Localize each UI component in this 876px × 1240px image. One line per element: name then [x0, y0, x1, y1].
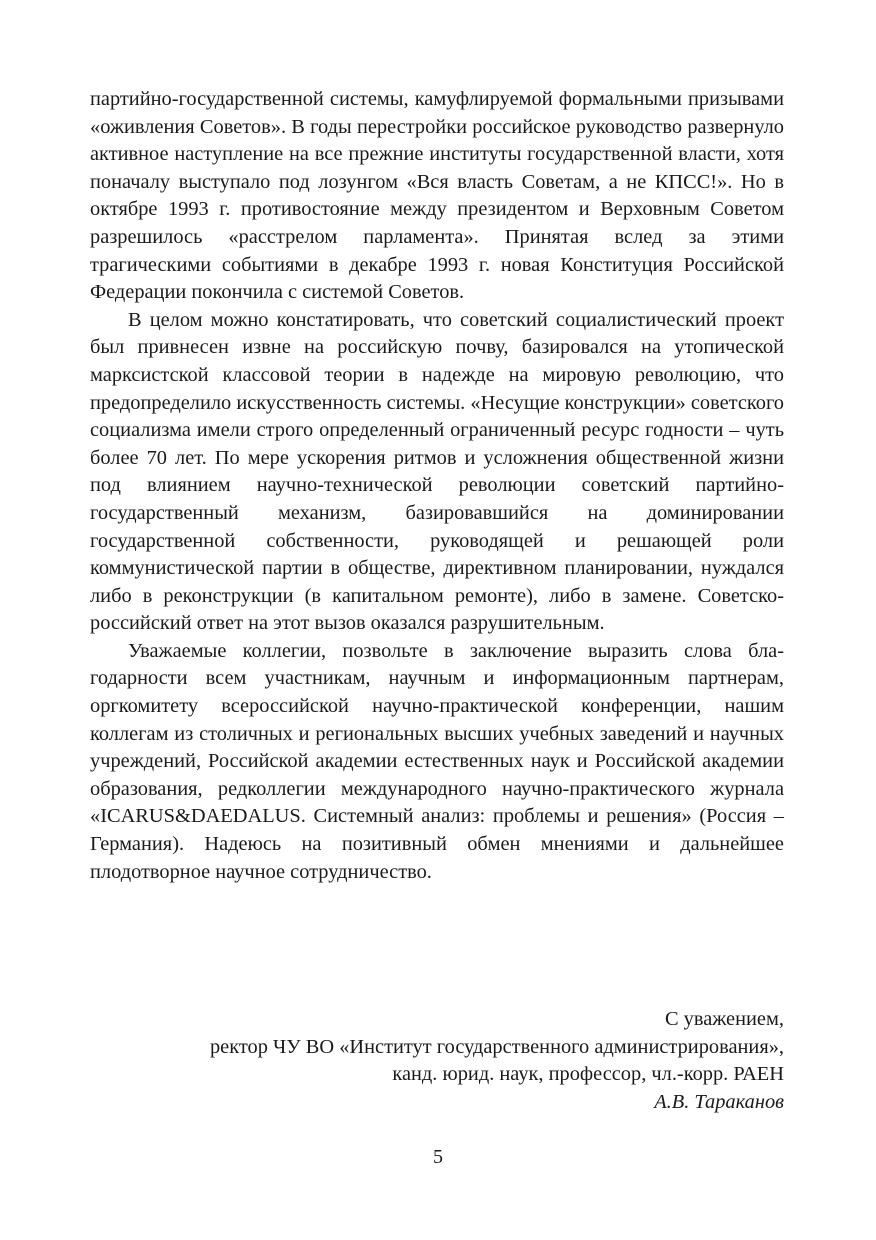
- paragraph-1: партийно-государственной системы, камуфлируемой формальными призывами «оживления Советов». В годы перестройки российское руководство развернуло активное наступление на все прежние институты государственной власти, хотя поначалу выступало под лозунгом «Вся власть Советам, а не КПСС!». Но в октябре 1993 г. противостояние между президентом и Верховным Советом разрешилось «расстрелом парламента». Принятая вслед за этими трагическими событиями в декабре 1993 г. новая Конституция Российской Федерации покончила с системой Советов.: [90, 88, 784, 304]
- signature-credentials: канд. юрид. наук, профессор, чл.-корр. РАЕН: [392, 1063, 784, 1086]
- signature-position: ректор ЧУ ВО «Институт государственного администрирования»,: [209, 1035, 784, 1058]
- page-number: 5: [433, 1146, 443, 1168]
- paragraph-3: Уважаемые коллегии, позвольте в заключение выразить слова благодарности всем участникам, научным и информационным партнерам, оргкомитету всероссийской научно-практической конференции, нашим коллегам из столичных и региональных высших учебных заведений и научных учреждений, Российской академии естественных наук и Российской академии образования, редколлегии международного научно-практического журнала «ICARUS&DAEDALUS. Системный анализ: проблемы и решения» (Россия – Германия). Надеюсь на позитивный обмен мнениями и дальнейшее плодотворное научное сотрудничество.: [90, 639, 784, 883]
- paragraph-2: В целом можно констатировать, что советский социалистический проект был привнесен извне на российскую почву, базировался на утопической марксистской классовой теории в надежде на мировую революцию, что предопределило искусственность системы. «Несущие конструкции» советского социализма имели строго определенный ограниченный ресурс годности – чуть более 70 лет. По мере ускорения ритмов и усложнения общественной жизни под влиянием научно-технической революции советский партийно-государственный механизм, базировавшийся на доминировании государственной собственности, руководящей и решающей роли коммунистической партии в обществе, директивном планировании, нуждался либо в реконструкции (в капитальном ремонте), либо в замене. Советско-российский ответ на этот вызов оказался разрушительным.: [90, 308, 784, 635]
- signature-block: [90, 1006, 784, 1116]
- signature-name: А.В. Тараканов: [654, 1090, 784, 1113]
- document-body: [90, 86, 784, 886]
- signature-greeting: С уважением,: [664, 1008, 784, 1030]
